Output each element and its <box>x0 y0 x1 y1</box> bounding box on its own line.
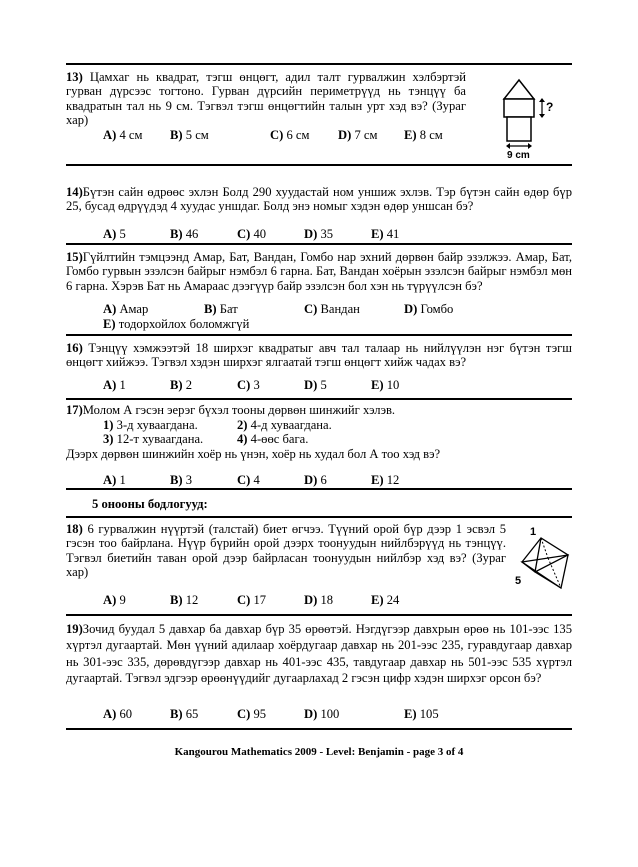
option-c[interactable]: C) 40 <box>237 227 267 241</box>
divider <box>66 728 572 730</box>
svg-text:?: ? <box>546 100 554 114</box>
option-e[interactable]: E) 41 <box>371 227 400 241</box>
option-b[interactable]: B) Бат <box>204 302 238 316</box>
question-number: 13) <box>66 70 83 84</box>
question-15 <box>66 250 572 293</box>
option-e[interactable]: E) 12 <box>371 473 400 487</box>
option-a[interactable]: A) 1 <box>103 378 126 392</box>
question-text: Цамхаг нь квадрат, тэгш өнцөгт, адил талт гурвалжин хэлбэртэй гурван дүрсээс тогтоно. Гурван дүрсийн периметрүүд нь тэнцүү ба квадратын тал нь 9 см. Тэгвэл тэгш өнцөгтийн талын урт хэд вэ? (Зураг хар) <box>66 70 466 127</box>
option-d[interactable]: D) 5 <box>304 378 327 392</box>
statement-1: 1) 3-д хуваагдана. <box>103 418 198 432</box>
tower-figure <box>490 72 570 160</box>
question-19 <box>66 621 572 686</box>
question-number: 17) <box>66 403 83 417</box>
question-text: Гүйлтийн тэмцээнд Амар, Бат, Вандан, Гомбо нар эхний дөрвөн байр эзэлжээ. Амар, Бат, Гомбо гурвын эзэлсэн байрыг нэмбэл 6 гарна. Бат, Вандан хоёрын эзэлсэн байрыг нэмбэл мөн 6 гарна. Хэрэв Бат нь Амараас дээгүүр байр эзэлсэн бол хэн нь түрүүлсэн бэ? <box>66 250 572 293</box>
question-16 <box>66 341 572 370</box>
figure-label: 9 cm <box>507 150 530 160</box>
option-a[interactable]: A) Амар <box>103 302 149 316</box>
option-b[interactable]: B) 3 <box>170 473 193 487</box>
option-e[interactable]: E) 8 см <box>404 128 443 142</box>
option-b[interactable]: B) 5 см <box>170 128 209 142</box>
question-number: 14) <box>66 185 83 199</box>
option-c[interactable]: C) 4 <box>237 473 260 487</box>
question-13 <box>66 70 466 127</box>
figure-label: 5 <box>515 575 522 587</box>
bipyramid-figure <box>508 522 574 592</box>
statement-3: 3) 12-т хуваагдана. <box>103 432 204 446</box>
divider <box>66 164 572 166</box>
statement-4: 4) 4-өөс бага. <box>237 432 309 446</box>
option-a[interactable]: A) 4 см <box>103 128 143 142</box>
option-e[interactable]: E) 10 <box>371 378 400 392</box>
option-b[interactable]: B) 65 <box>170 707 199 721</box>
question-number: 16) <box>66 341 83 355</box>
option-d[interactable]: D) 100 <box>304 707 340 721</box>
option-a[interactable]: A) 60 <box>103 707 133 721</box>
question-text: Зочид буудал 5 давхар ба давхар бүр 35 өрөөтэй. Нэгдүгээр давхрын өрөө нь 101-ээс 135 хүртэл дугаартай. Мөн үүний адилаар хоёрдугаар давхар нь 201-ээс 235, гуравдугаар давхар нь 301-ээс 335, дөрөвдүгээр давхар нь 401-ээс 435, тавдугаар давхар нь 501-ээс 535 хүртэл дугаартай. Тэгвэл эдгээр өрөөнүүдийг дугаарлахад 2 гэсэн цифр хэдэн ширхэг орсон бэ? <box>66 622 572 685</box>
question-number: 18) <box>66 522 83 536</box>
option-d[interactable]: D) 7 см <box>338 128 378 142</box>
question-18 <box>66 522 506 579</box>
option-c[interactable]: C) 6 см <box>270 128 310 142</box>
question-text: Молом А гэсэн эерэг бүхэл тооны дөрвөн шинжийг хэлэв. <box>82 403 396 417</box>
divider <box>66 243 572 245</box>
page-footer: Kangourou Mathematics 2009 - Level: Benjamin - page 3 of 4 <box>174 746 464 758</box>
question-number: 15) <box>66 250 83 264</box>
figure-label: 1 <box>530 526 537 538</box>
question-text: Бүтэн сайн өдрөөс эхлэн Болд 290 хуудастай ном уншиж эхлэв. Тэр бүтэн сайн өдөр бүр 25, бусад өдрүүдэд 4 хуудас уншдаг. Болд энэ номыг хэдэн өдөр уншсан бэ? <box>66 185 572 214</box>
option-e[interactable]: E) 105 <box>404 707 439 721</box>
statement-2: 2) 4-д хуваагдана. <box>237 418 332 432</box>
option-b[interactable]: B) 46 <box>170 227 199 241</box>
option-a[interactable]: A) 1 <box>103 473 126 487</box>
question-text: Дээрх дөрвөн шинжийн хоёр нь үнэн, хоёр нь худал бол А тоо хэд вэ? <box>66 447 441 461</box>
question-17 <box>66 403 572 417</box>
option-c[interactable]: C) 95 <box>237 707 267 721</box>
question-text: 6 гурвалжин нүүртэй (талстай) биет өгчээ. Түүний орой бүр дээр 1 эсвэл 5 гэсэн тоо байрлана. Нүүр бүрийн орой дээрх тоонуудын нийлбэрүүд нь тэнцүү. Тэгвэл биетийн таван орой дээр байрласан тоонуудын нийлбэр хэд вэ? (Зураг хар) <box>66 522 506 579</box>
option-d[interactable]: D) 6 <box>304 473 327 487</box>
option-c[interactable]: C) 3 <box>237 378 260 392</box>
option-c[interactable]: C) 17 <box>237 593 267 607</box>
divider <box>66 398 572 400</box>
question-text: Тэнцүү хэмжээтэй 18 ширхэг квадратыг авч тал талаар нь нийлүүлэн нэг бүтэн тэгш өнцөгт хийжээ. Тэгвэл хэдэн ширхэг ялгаатай тэгш өнцөгт хийж чадах вэ? <box>66 341 572 370</box>
option-b[interactable]: B) 12 <box>170 593 199 607</box>
divider <box>66 63 572 65</box>
section-heading: 5 онооны бодлогууд: <box>92 497 208 511</box>
option-e[interactable]: E) 24 <box>371 593 400 607</box>
question-number: 19) <box>66 622 83 636</box>
option-c[interactable]: C) Вандан <box>304 302 360 316</box>
option-b[interactable]: B) 2 <box>170 378 193 392</box>
option-e[interactable]: E) тодорхойлох боломжгүй <box>103 317 250 331</box>
option-d[interactable]: D) 35 <box>304 227 334 241</box>
divider <box>66 488 572 490</box>
option-d[interactable]: D) 18 <box>304 593 334 607</box>
question-14 <box>66 185 572 214</box>
divider <box>66 334 572 336</box>
divider <box>66 614 572 616</box>
option-a[interactable]: A) 5 <box>103 227 126 241</box>
divider <box>66 516 572 518</box>
option-d[interactable]: D) Гомбо <box>404 302 454 316</box>
option-a[interactable]: A) 9 <box>103 593 126 607</box>
